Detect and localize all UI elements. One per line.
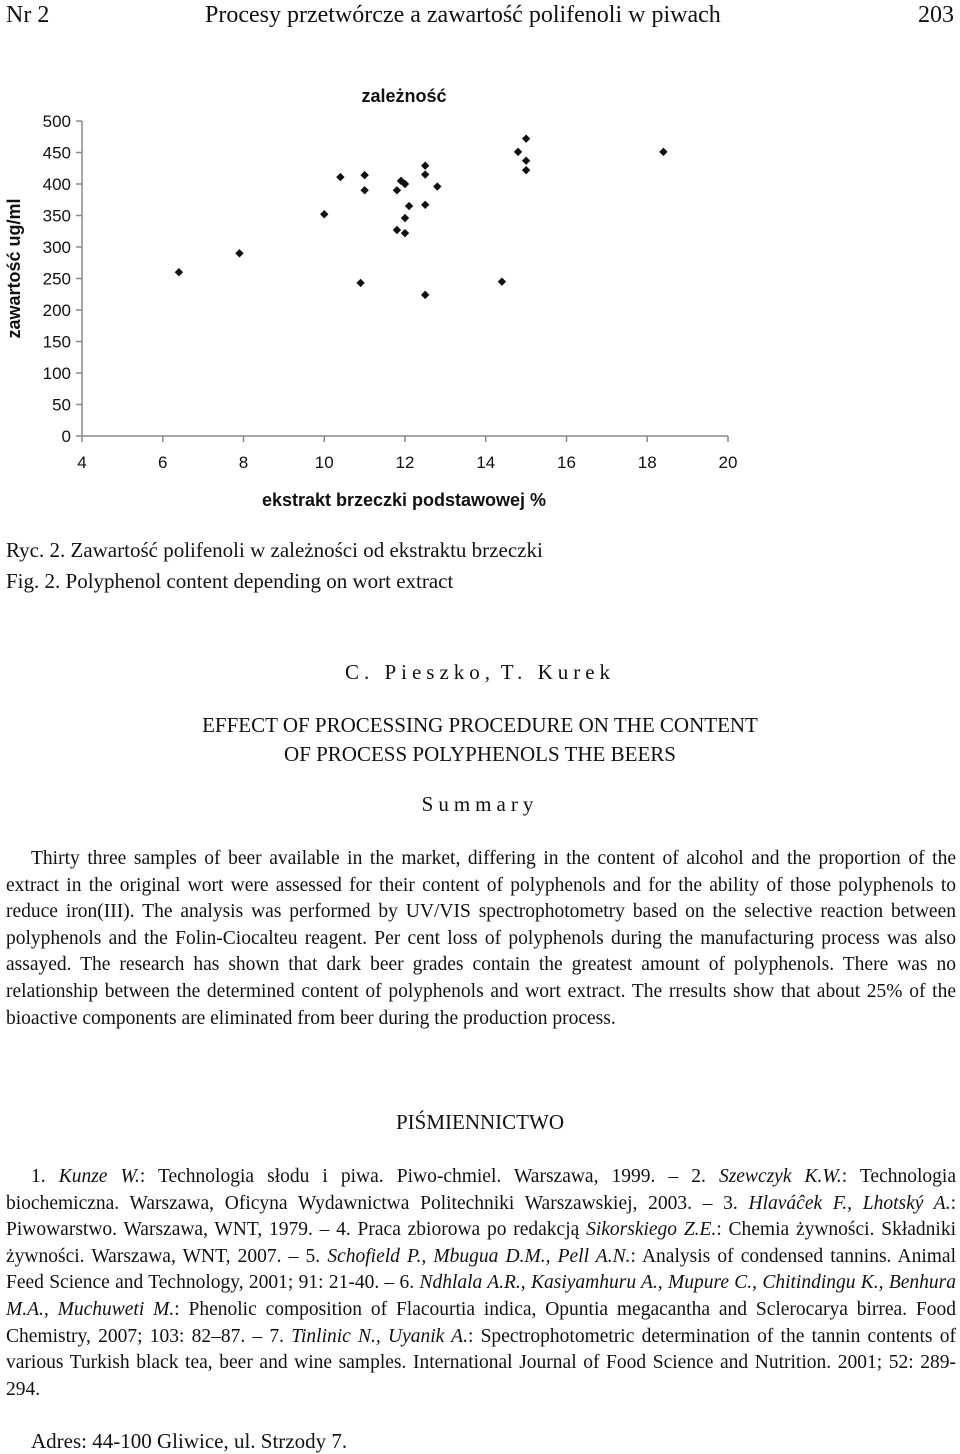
reference-authors: Sikorskiego Z.E. [586, 1219, 717, 1241]
data-point [235, 249, 243, 257]
y-tick-label: 400 [42, 175, 71, 194]
x-tick-label: 10 [314, 453, 334, 472]
data-point [356, 279, 364, 287]
summary-paragraph: Thirty three samples of beer available in the market, differing in the content of alcohol and the proportion of the extract in the original wort were assessed for their content of polyphenols and for the ability of those polyphenols to reduce iron(III). The analysis was performed by UV/VIS spectrophotometry based on the selective reaction between polyphenols and the Folin-Ciocalteu reagent. Per cent loss of polyphenols during the manufacturing process was also assayed. The research has shown that dark beer grades contain the greatest amount of polyphenols. There was no relationship between the determined content of polyphenols and wort extract. The rresults show that about 25% of the bioactive components are eliminated from beer during the production process. [6, 848, 956, 1029]
data-point [175, 268, 183, 276]
reference-text: : Piwowarstwo. Warszawa, WNT, 1979. – 4. Praca zbiorowa po redakcją [6, 1192, 956, 1241]
english-title [0, 711, 960, 769]
references-list [6, 1164, 956, 1403]
data-point [401, 229, 409, 237]
summary-heading: Summary [421, 792, 539, 816]
reference-authors: Tinlinic N., Uyanik A. [291, 1325, 468, 1347]
data-point [421, 162, 429, 170]
x-tick-label: 8 [238, 453, 249, 472]
reference-text: : Analysis of condensed tannins. Animal Feed Science and Technology, 2001; 91: 21-40. – 6. [6, 1245, 956, 1294]
data-point [498, 277, 506, 285]
data-point [522, 134, 530, 142]
data-point [405, 202, 413, 210]
data-point [522, 156, 530, 164]
english-title-line-1: EFFECT OF PROCESSING PROCEDURE ON THE CONTENT [202, 713, 758, 737]
data-point [433, 182, 441, 190]
author-1: C. Pieszko, [344, 660, 496, 684]
data-point [659, 148, 667, 156]
reference-text: : Technologia słodu i piwa. Piwo-chmiel. Warszawa, 1999. – 2. [139, 1166, 719, 1187]
data-point [401, 214, 409, 222]
english-title-line-2: OF PROCESS POLYPHENOLS THE BEERS [284, 742, 676, 766]
data-point [336, 173, 344, 181]
y-tick-label: 150 [42, 332, 71, 352]
y-tick-label: 450 [42, 143, 71, 163]
reference-text: : Spectrophotometric determination of the tannin contents of various Turkish black tea, beer and wine samples. International Journal of Food Science and Nutrition. 2001; 52: 289-294. [6, 1325, 956, 1400]
data-point [320, 210, 328, 218]
data-point [360, 186, 368, 194]
reference-authors: Szewczyk K.W. [718, 1166, 842, 1187]
author-address: Adres: 44-100 Gliwice, ul. Strzody 7. [31, 1429, 348, 1453]
reference-authors: Kunze W. [58, 1166, 140, 1187]
reference-authors: Schofield P., Mbugua D.M., Pell A.N. [327, 1245, 631, 1267]
data-point [522, 166, 530, 174]
y-axis-label: zawartość ug/ml [4, 198, 24, 339]
reference-text: 1. [31, 1166, 59, 1187]
y-tick-label: 200 [42, 301, 71, 320]
page-number: 203 [918, 2, 954, 28]
data-point [514, 148, 522, 156]
summary-authors [0, 660, 960, 685]
scatter-chart [0, 78, 760, 518]
running-title: Procesy przetwórcze a zawartość polifenoli w piwach [205, 2, 721, 28]
x-tick-label: 12 [395, 453, 415, 472]
y-tick-label: 250 [42, 269, 71, 289]
author-2: T. Kurek [500, 660, 616, 684]
x-tick-label: 18 [637, 453, 657, 472]
issue-number: Nr 2 [6, 2, 50, 28]
y-tick-label: 0 [61, 427, 71, 446]
y-tick-label: 100 [42, 364, 71, 383]
x-tick-label: 6 [158, 453, 168, 472]
x-tick-label: 14 [476, 453, 496, 472]
y-tick-label: 50 [52, 395, 71, 415]
data-point [421, 201, 429, 209]
y-tick-label: 500 [42, 112, 71, 131]
reference-authors: Ndhlala A.R., Kasiyamhuru A., Mupure C., Chitindingu K., Benhura M.A., Muchuweti M. [6, 1272, 956, 1320]
x-tick-label: 20 [718, 453, 738, 472]
references-heading: PIŚMIENNICTWO [396, 1110, 564, 1134]
x-tick-label: 16 [557, 453, 576, 472]
y-tick-label: 300 [42, 238, 71, 257]
data-point [393, 226, 401, 234]
y-tick-label: 350 [42, 206, 71, 226]
x-tick-label: 4 [77, 453, 87, 472]
figure-caption-en: Fig. 2. Polyphenol content depending on wort extract [6, 569, 454, 593]
data-point [360, 171, 368, 179]
reference-text: : Phenolic composition of Flacourtia indica, Opuntia megacantha and Sclerocarya birrea. Food Chemistry, 2007; 103: 82–87. – 7. [6, 1298, 957, 1347]
data-point [421, 291, 429, 299]
page-header [0, 2, 960, 32]
data-point [393, 186, 401, 194]
reference-authors: Hlaváĉek F., Lhotský A. [748, 1192, 951, 1214]
summary-text [6, 846, 956, 1032]
data-point [421, 170, 429, 178]
x-axis-label: ekstrakt brzeczki podstawowej % [261, 490, 547, 510]
chart-title: zależność [361, 86, 447, 106]
reference-text: : Technologia biochemiczna. Warszawa, Oficyna Wydawnictwa Politechniki Warszawskiej, 2003. – 3. [6, 1166, 956, 1214]
figure-caption-pl: Ryc. 2. Zawartość polifenoli w zależności od ekstraktu brzeczki [6, 538, 543, 562]
reference-text: : Chemia żywności. Składniki żywności. Warszawa, WNT, 2007. – 5. [6, 1219, 956, 1267]
